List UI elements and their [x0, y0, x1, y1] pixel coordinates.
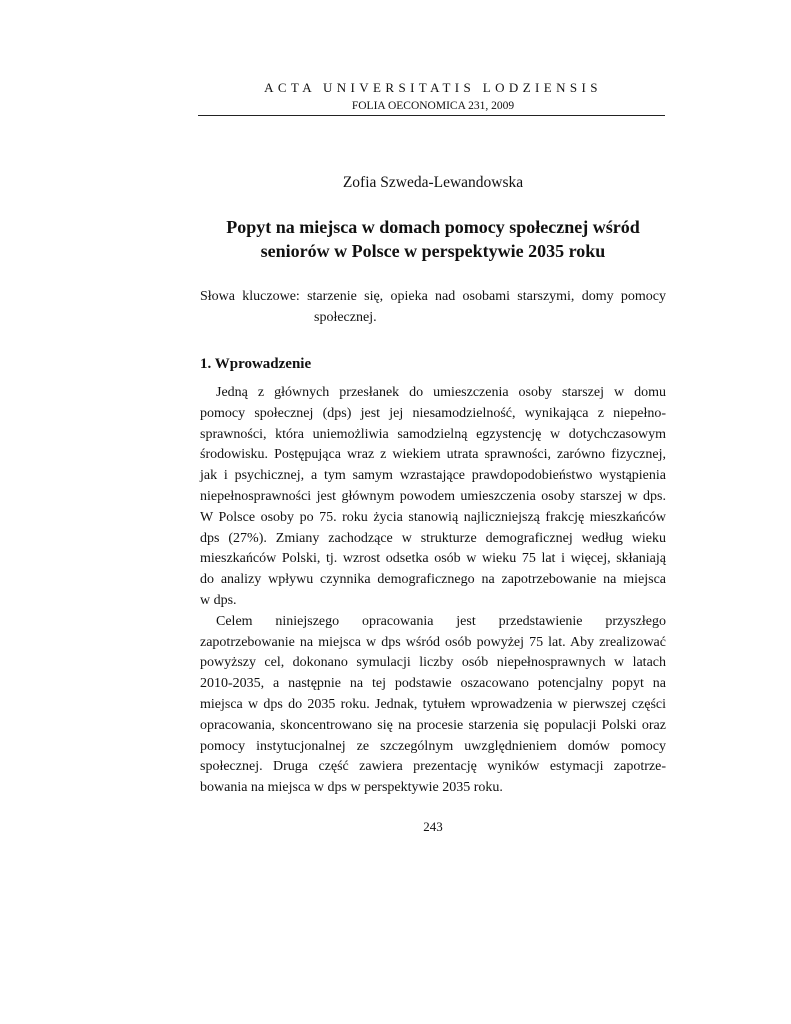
text-line: opracowania, skoncentrowano się na procesie starzenia się populacji Polski oraz [200, 717, 666, 733]
header-rule [198, 115, 665, 116]
text-line: 2010-2035, a następnie na tej podstawie oszacowano potencjalny popyt na [200, 676, 666, 692]
text-line: społecznej. Druga część zawiera prezentację wyników estymacji zapotrze- [200, 759, 666, 775]
article-title [200, 215, 666, 263]
title-line: seniorów w Polsce w perspektywie 2035 roku [260, 241, 606, 261]
text-line: Jedną z głównych przesłanek do umieszczenia osoby starszej w domu [216, 385, 666, 400]
title-line: Popyt na miejsca w domach pomocy społecznej wśród [226, 217, 640, 237]
text-line: dps (27%). Zmiany zachodzące w strukturze demograficznej według wieku [200, 530, 666, 546]
text-line: powyższy cel, dokonano symulacji liczby osób niepełnosprawnych w latach [200, 655, 666, 671]
section-heading: 1. Wprowadzenie [200, 356, 312, 372]
text-line: bowania na miejsca w dps w perspektywie 2035 roku. [200, 780, 503, 796]
text-line: sprawności, która uniemożliwia samodzielną egzystencję w dotychczasowym [200, 426, 666, 442]
text-line: W Polsce osoby po 75. roku życia stanowią najliczniejszą frakcję mieszkańców [200, 509, 666, 525]
text-line: pomocy instytucjonalnej ze szczególnym uwzględnieniem domów pomocy [200, 738, 666, 754]
text-line: zapotrzebowanie na miejsca w dps wśród osób powyżej 75 lat. Aby zrealizować [200, 634, 666, 650]
text-line: jak i psychicznej, a tym samym wzrastające prawdopodobieństwo wystąpienia [200, 468, 666, 484]
text-line: środowisku. Postępująca wraz z wiekiem utrata sprawności, zarówno fizycznej, [200, 447, 666, 463]
page-number: 243 [423, 819, 443, 834]
author-name: Zofia Szweda-Lewandowska [342, 174, 524, 191]
text-line: pomocy społecznej (dps) jest jej niesamodzielność, wynikająca z niepełno- [200, 405, 666, 421]
journal-name: ACTA UNIVERSITATIS LODZIENSIS [264, 80, 602, 95]
journal-folio: FOLIA OECONOMICA 231, 2009 [351, 100, 515, 112]
paragraph-2 [200, 612, 666, 799]
text-line: mieszkańców Polski, tj. wzrost odsetka osób w wieku 75 lat i więcej, skłaniają [200, 551, 666, 567]
section-body [200, 383, 666, 799]
text-line: miejsca w dps do 2035 roku. Jednak, tytułem wprowadzenia w pierwszej części [200, 696, 666, 712]
text-line: do analizy wpływu czynnika demograficznego na zapotrzebowanie na miejsca [200, 572, 666, 588]
keywords-line: społecznej. [314, 310, 377, 325]
paragraph-1 [200, 383, 666, 612]
text-line: w dps. [200, 592, 237, 608]
text-line: Celem niniejszego opracowania jest przedstawienie przyszłego [216, 613, 666, 629]
keywords-line: Słowa kluczowe: starzenie się, opieka nad osobami starszymi, domy pomocy [200, 289, 666, 304]
text-line: niepełnosprawności jest głównym powodem umieszczenia osoby starszej w dps. [200, 488, 666, 504]
keywords-block [200, 286, 666, 328]
